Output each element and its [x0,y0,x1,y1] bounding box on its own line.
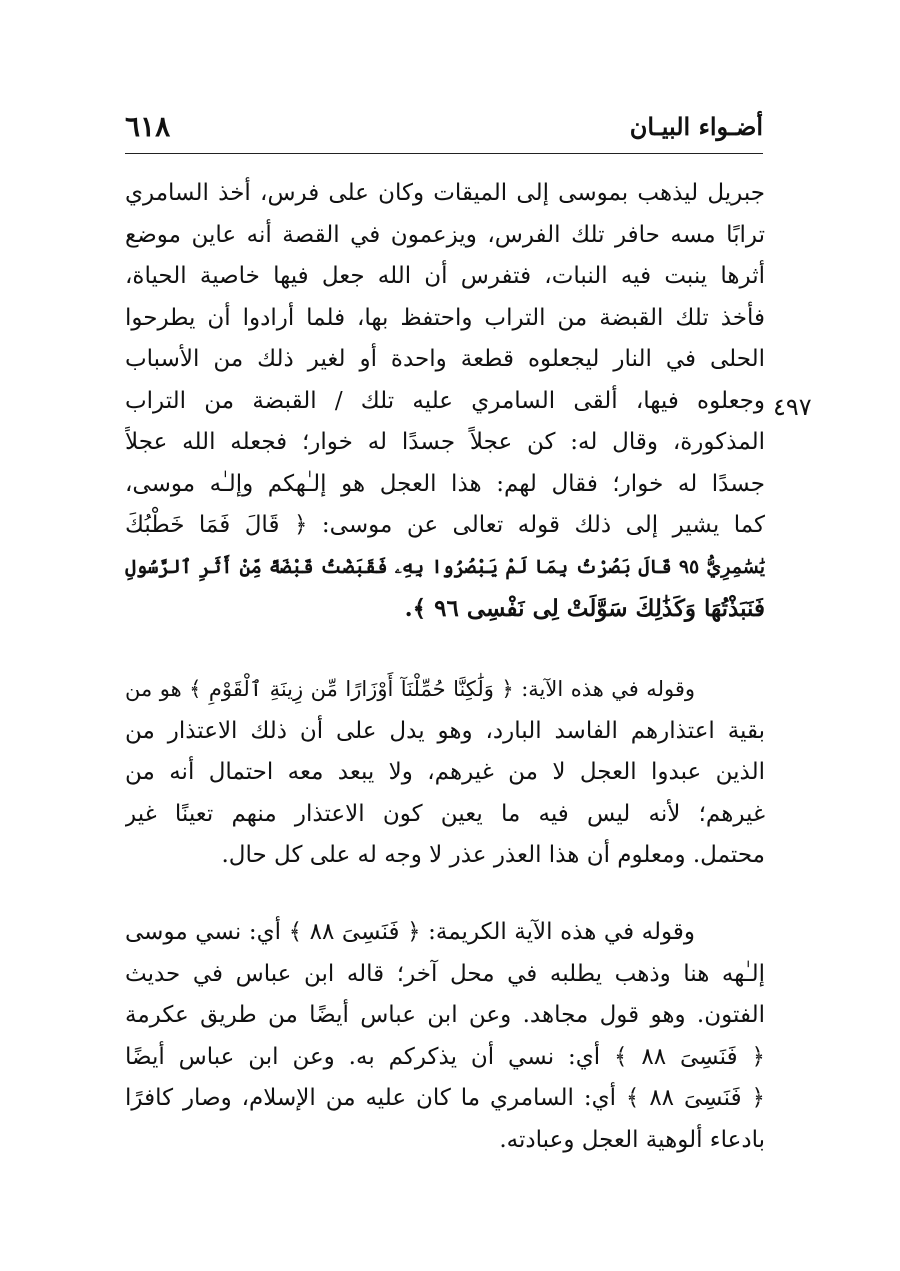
quran-verse-line: فَنَبَذْتُهَا وَكَذَٰلِكَ سَوَّلَتْ لِى نَفْسِى ٩٦ ﴾. [404,595,765,622]
text-line: بادعاء ألوهية العجل وعبادته. [499,1126,765,1153]
text-line: وقوله في هذه الآية الكريمة: ﴿ فَنَسِىَ ٨٨ ﴾ أي: نسي موسى [125,919,695,945]
text-line: إلـٰهه هنا وذهب يطلبه في محل آخر؛ قاله ابن عباس في حديث [125,960,765,987]
text-line: الحلى في النار ليجعلوه قطعة واحدة أو لغير ذلك من الأسباب [125,346,765,372]
header-divider [125,153,763,154]
page-header [125,108,763,152]
paragraph-1 [125,173,765,630]
text-line: جسدًا له خوار؛ فقال لهم: هذا العجل هو إلـٰهكم وإلـٰه موسى، [125,470,765,497]
page-number: ٦١٨ [125,110,171,143]
quran-verse-line: يَٰسَٰمِرِيُّ ٩٥ قَالَ بَصُرْتُ بِمَا لَمْ يَبْصُرُوا بِهِۦ فَقَبَضْتُ قَبْضَةً مِّنْ أَثَرِ ٱلرَّسُولِ [125,555,765,578]
text-line: وجعلوه فيها، ألقى السامري عليه تلك / القبضة من التراب [125,387,765,414]
text-line: المذكورة، وقال له: كن عجلاً جسدًا له خوار؛ فجعله الله عجلاً [125,429,765,455]
text-line: ﴿ فَنَسِىَ ٨٨ ﴾ أي: نسي أن يذكركم به. وعن ابن عباس أيضًا [125,1043,765,1070]
text-line: محتمل. ومعلوم أن هذا العذر عذر لا وجه له على كل حال. [221,842,765,868]
text-line: الذين عبدوا العجل لا من غيرهم، ولا يبعد معه احتمال أنه من [125,759,765,785]
text-line: بقية اعتذارهم الفاسد البارد، وهو يدل على أن ذلك الاعتذار من [125,717,765,744]
text-line: ﴿ فَنَسِىَ ٨٨ ﴾ أي: السامري ما كان عليه من الإسلام، وصار كافرًا [125,1085,765,1111]
paragraph-2 [125,669,765,877]
text-line: غيرهم؛ لأنه ليس فيه ما يعين كون الاعتذار منهم تعينًا غير [125,800,765,827]
text-line: ترابًا مسه حافر تلك الفرس، ويزعمون في القصة أنه عاين موضع [125,221,765,248]
text-line: أثرها ينبت فيه النبات، فتفرس أن الله جعل فيها خاصية الحياة، [125,263,765,289]
text-line: وقوله في هذه الآية: ﴿ وَلَٰكِنَّا حُمِّلْنَآ أَوْزَارًا مِّن زِينَةِ ٱلْقَوْمِ ﴾ هو من [125,677,695,701]
text-line: الفتون. وهو قول مجاهد. وعن ابن عباس أيضًا من طريق عكرمة [125,1002,765,1028]
text-line: كما يشير إلى ذلك قوله تعالى عن موسى: ﴿ قَالَ فَمَا خَطْبُكَ [125,512,765,538]
running-title: أضـواء البيـان [629,112,763,141]
margin-page-marker: ٤٩٧ [773,393,812,421]
text-line: فأخذ تلك القبضة من التراب واحتفظ بها، فلما أرادوا أن يطرحوا [125,304,765,331]
paragraph-3 [125,912,765,1161]
text-line: جبريل ليذهب بموسى إلى الميقات وكان على فرس، أخذ السامري [125,180,765,206]
